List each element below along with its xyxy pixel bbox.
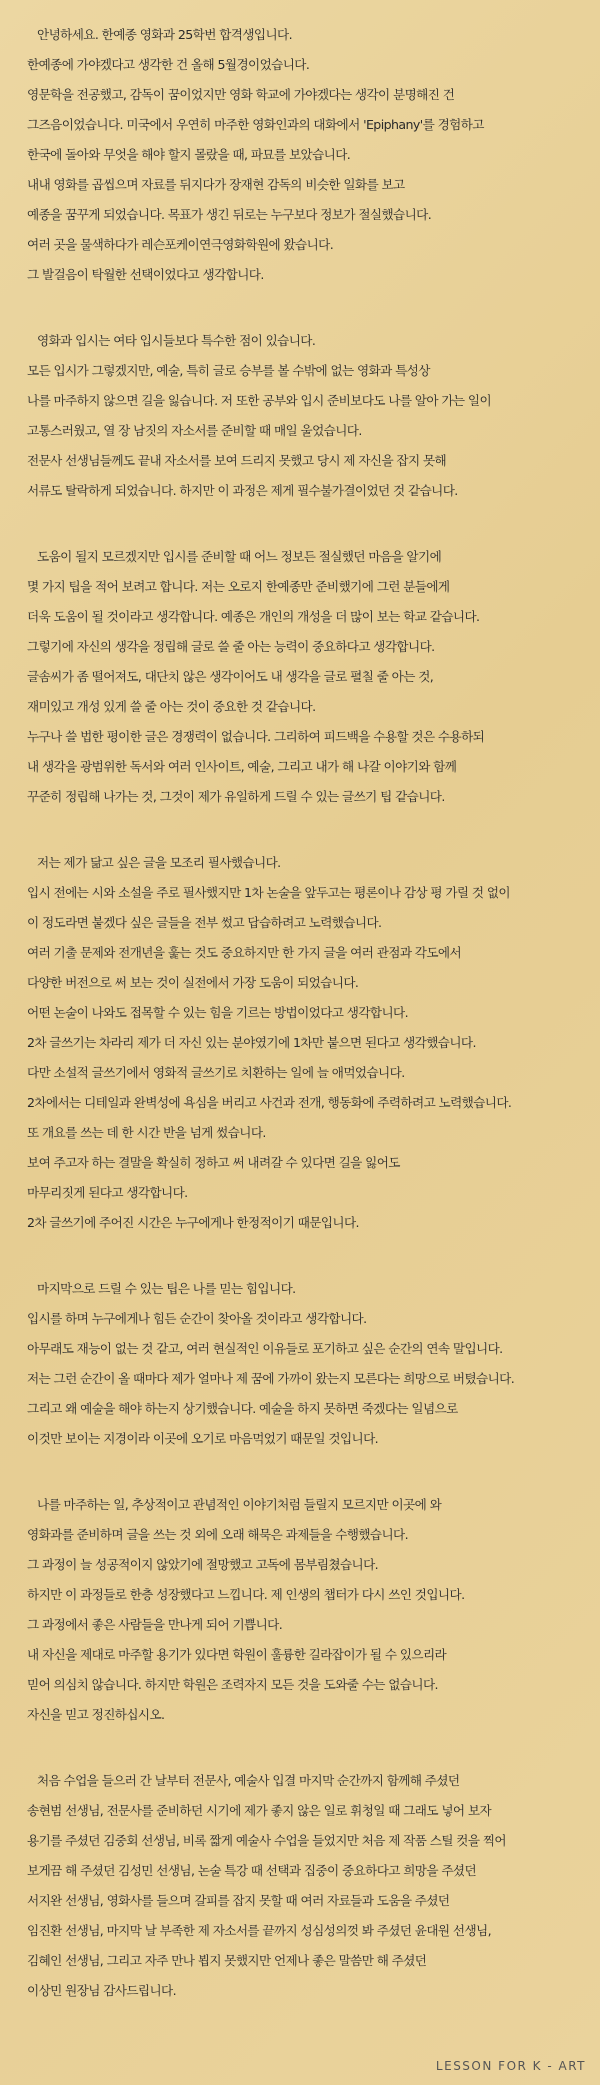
paragraph-line: 마지막으로 드릴 수 있는 팁은 나를 믿는 힘입니다. xyxy=(37,1281,296,1296)
paragraph-line: 자신을 믿고 정진하십시오. xyxy=(27,1707,165,1722)
paragraph-line: 저는 그런 순간이 올 때마다 제가 얼마나 제 꿈에 가까이 왔는지 모른다는 희망으로 버텼습니다. xyxy=(27,1371,515,1386)
paragraph-line: 도움이 될지 모르겠지만 입시를 준비할 때 어느 정보든 절실했던 마음을 알기에 xyxy=(37,549,442,564)
paragraph-line: 이 정도라면 붙겠다 싶은 글들을 전부 썼고 답습하려고 노력했습니다. xyxy=(27,915,382,930)
paragraph-line: 한국에 돌아와 무엇을 해야 할지 몰랐을 때, 파묘를 보았습니다. xyxy=(27,147,351,162)
paragraph-line: 서류도 탈락하게 되었습니다. 하지만 이 과정은 제게 필수불가결이었던 것 같습니다. xyxy=(27,483,458,498)
paragraph-line: 전문사 선생님들께도 끝내 자소서를 보여 드리지 못했고 당시 제 자신을 잡지 못해 xyxy=(27,453,447,468)
paragraph-line: 영문학을 전공했고, 감독이 꿈이었지만 영화 학교에 가야겠다는 생각이 분명해진 건 xyxy=(27,87,455,102)
paragraph-line: 2차에서는 디테일과 완벽성에 욕심을 버리고 사건과 전개, 행동화에 주력하려고 노력했습니다. xyxy=(27,1095,512,1110)
paragraph-line: 이것만 보이는 지경이라 이곳에 오기로 마음먹었기 때문일 것입니다. xyxy=(27,1431,379,1446)
paragraph-line: 마무리짓게 된다고 생각합니다. xyxy=(27,1185,188,1200)
paragraph-line: 꾸준히 정립해 나가는 것, 그것이 제가 유일하게 드릴 수 있는 글쓰기 팁 같습니다. xyxy=(27,789,445,804)
paragraph-line: 재미있고 개성 있게 쓸 줄 아는 것이 중요한 것 같습니다. xyxy=(27,699,316,714)
paragraph-line: 김혜인 선생님, 그리고 자주 만나 뵙지 못했지만 언제나 좋은 말씀만 해 주셨던 xyxy=(27,1953,427,1968)
paragraph-line: 더욱 도움이 될 것이라고 생각합니다. 예종은 개인의 개성을 더 많이 보는 학교 같습니다. xyxy=(27,609,480,624)
paragraph-line: 영화과 입시는 여타 입시들보다 특수한 점이 있습니다. xyxy=(37,333,316,348)
brand-footer: LESSON FOR K - ART xyxy=(435,2059,586,2073)
paragraph-4 xyxy=(27,848,593,1238)
paragraph-3 xyxy=(27,542,593,812)
paragraph-line: 글솜씨가 좀 떨어져도, 대단치 않은 생각이어도 내 생각을 글로 펼칠 줄 아는 것, xyxy=(27,669,434,684)
paragraph-line: 그 발걸음이 탁월한 선택이었다고 생각합니다. xyxy=(27,267,264,282)
paragraph-line: 그리고 왜 예술을 해야 하는지 상기했습니다. 예술을 하지 못하면 죽겠다는 일념으로 xyxy=(27,1401,458,1416)
paragraph-line: 그 과정이 늘 성공적이지 않았기에 절망했고 고독에 몸부림쳤습니다. xyxy=(27,1557,379,1572)
paragraph-line: 송현범 선생님, 전문사를 준비하던 시기에 제가 좋지 않은 일로 휘청일 때 그래도 넣어 보자 xyxy=(27,1803,492,1818)
paragraph-line: 또 개요를 쓰는 데 한 시간 반을 넘게 썼습니다. xyxy=(27,1125,266,1140)
paragraph-line: 안녕하세요. 한예종 영화과 25학번 합격생입니다. xyxy=(37,27,292,42)
paragraph-line: 고통스러웠고, 열 장 남짓의 자소서를 준비할 때 매일 울었습니다. xyxy=(27,423,362,438)
paragraph-line: 모든 입시가 그렇겠지만, 예술, 특히 글로 승부를 볼 수밖에 없는 영화과 특성상 xyxy=(27,363,430,378)
paragraph-line: 처음 수업을 들으러 간 날부터 전문사, 예술사 입결 마지막 순간까지 함께해 주셨던 xyxy=(37,1773,460,1788)
paragraph-line: 저는 제가 닮고 싶은 글을 모조리 필사했습니다. xyxy=(37,855,281,870)
paragraph-line: 임진환 선생님, 마지막 날 부족한 제 자소서를 끝까지 성심성의껏 봐 주셨던 윤대원 선생님, xyxy=(27,1923,492,1938)
paragraph-6 xyxy=(27,1490,593,1730)
paragraph-line: 어떤 논술이 나와도 접목할 수 있는 힘을 기르는 방법이었다고 생각합니다. xyxy=(27,1005,408,1020)
paragraph-line: 그 과정에서 좋은 사람들을 만나게 되어 기쁩니다. xyxy=(27,1617,283,1632)
paragraph-line: 용기를 주셨던 김중회 선생님, 비록 짧게 예술사 수업을 들었지만 처음 제 작품 스틸 컷을 찍어 xyxy=(27,1833,506,1848)
paragraph-line: 2차 글쓰기에 주어진 시간은 누구에게나 한정적이기 때문입니다. xyxy=(27,1215,359,1230)
paragraph-line: 예종을 꿈꾸게 되었습니다. 목표가 생긴 뒤로는 누구보다 정보가 절실했습니다. xyxy=(27,207,432,222)
paragraph-line: 한예종에 가야겠다고 생각한 건 올해 5월경이었습니다. xyxy=(27,57,310,72)
paragraph-line: 내 자신을 제대로 마주할 용기가 있다면 학원이 훌륭한 길라잡이가 될 수 있으리라 xyxy=(27,1647,447,1662)
paragraph-line: 그렇기에 자신의 생각을 정립해 글로 쓸 줄 아는 능력이 중요하다고 생각합니다. xyxy=(27,639,435,654)
paragraph-line: 하지만 이 과정들로 한층 성장했다고 느낍니다. 제 인생의 챕터가 다시 쓰인 것입니다. xyxy=(27,1587,465,1602)
paragraph-line: 입시 전에는 시와 소설을 주로 필사했지만 1차 논술을 앞두고는 평론이나 감상 평 가릴 것 없이 xyxy=(27,885,510,900)
testimonial-body xyxy=(27,20,593,2042)
paragraph-5 xyxy=(27,1274,593,1454)
paragraph-line: 누구나 쓸 법한 평이한 글은 경쟁력이 없습니다. 그리하여 피드백을 수용할 것은 수용하되 xyxy=(27,729,485,744)
paragraph-7 xyxy=(27,1766,593,2006)
paragraph-1 xyxy=(27,20,593,290)
paragraph-line: 보여 주고자 하는 결말을 확실히 정하고 써 내려갈 수 있다면 길을 잃어도 xyxy=(27,1155,400,1170)
paragraph-line: 여러 곳을 물색하다가 레슨포케이연극영화학원에 왔습니다. xyxy=(27,237,334,252)
paragraph-2 xyxy=(27,326,593,506)
paragraph-line: 다만 소설적 글쓰기에서 영화적 글쓰기로 치환하는 일에 늘 애먹었습니다. xyxy=(27,1065,405,1080)
paragraph-line: 그즈음이었습니다. 미국에서 우연히 마주한 영화인과의 대화에서 'Epiphany'를 경험하고 xyxy=(27,117,484,132)
paragraph-line: 내 생각을 광범위한 독서와 여러 인사이트, 예술, 그리고 내가 해 나갈 이야기와 함께 xyxy=(27,759,457,774)
paragraph-line: 영화과를 준비하며 글을 쓰는 것 외에 오래 해묵은 과제들을 수행했습니다. xyxy=(27,1527,408,1542)
paragraph-line: 이상민 원장님 감사드립니다. xyxy=(27,1983,176,1998)
paragraph-line: 내내 영화를 곱씹으며 자료를 뒤지다가 장재현 감독의 비슷한 일화를 보고 xyxy=(27,177,405,192)
paragraph-line: 아무래도 재능이 없는 것 같고, 여러 현실적인 이유들로 포기하고 싶은 순간의 연속 말입니다. xyxy=(27,1341,503,1356)
paragraph-line: 보게끔 해 주셨던 김성민 선생님, 논술 특강 때 선택과 집중이 중요하다고 희망을 주셨던 xyxy=(27,1863,477,1878)
paragraph-line: 서지완 선생님, 영화사를 들으며 갈피를 잡지 못할 때 여러 자료들과 도움을 주셨던 xyxy=(27,1893,450,1908)
paragraph-line: 입시를 하며 누구에게나 힘든 순간이 찾아올 것이라고 생각합니다. xyxy=(27,1311,367,1326)
paragraph-line: 2차 글쓰기는 차라리 제가 더 자신 있는 분야였기에 1차만 붙으면 된다고 생각했습니다. xyxy=(27,1035,476,1050)
paragraph-line: 몇 가지 팁을 적어 보려고 합니다. 저는 오로지 한예종만 준비했기에 그런 분들에게 xyxy=(27,579,450,594)
paragraph-line: 나를 마주하지 않으면 길을 잃습니다. 저 또한 공부와 입시 준비보다도 나를 알아 가는 일이 xyxy=(27,393,492,408)
paragraph-line: 다양한 버전으로 써 보는 것이 실전에서 가장 도움이 되었습니다. xyxy=(27,975,359,990)
paragraph-line: 나를 마주하는 일, 추상적이고 관념적인 이야기처럼 들릴지 모르지만 이곳에 와 xyxy=(37,1497,442,1512)
paragraph-line: 믿어 의심치 않습니다. 하지만 학원은 조력자지 모든 것을 도와줄 수는 없습니다. xyxy=(27,1677,438,1692)
paragraph-line: 여러 기출 문제와 전개년을 훑는 것도 중요하지만 한 가지 글을 여러 관점과 각도에서 xyxy=(27,945,462,960)
